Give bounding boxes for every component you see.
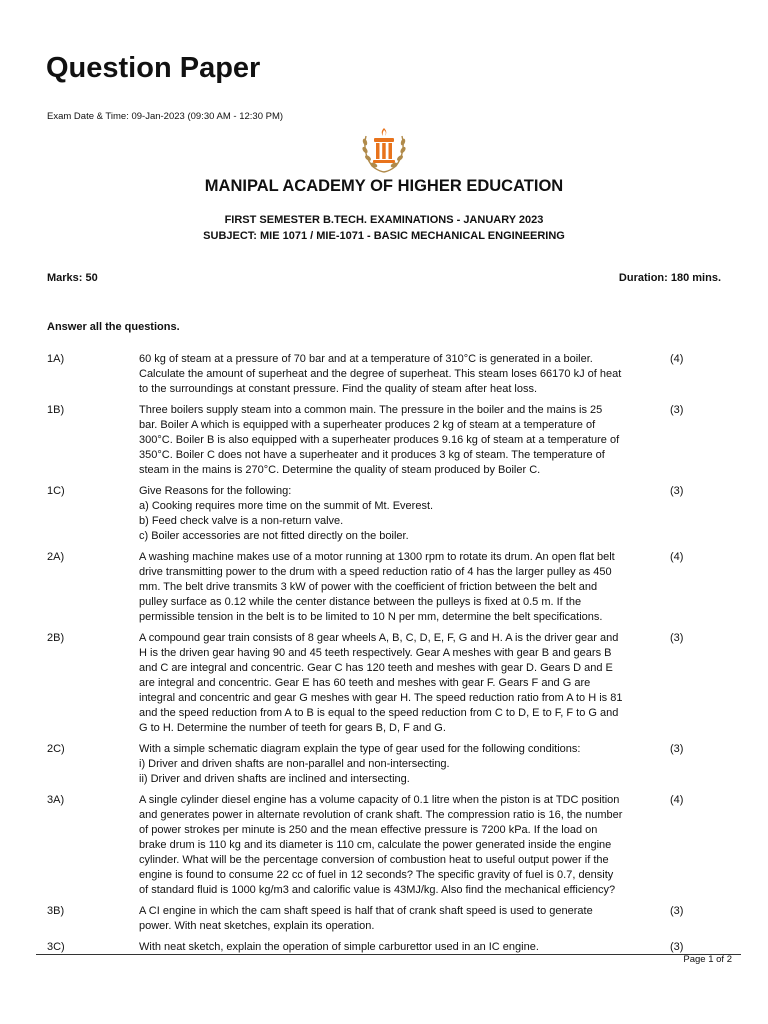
question-text-line: With a simple schematic diagram explain the type of gear used for the following conditions: [139,743,581,755]
question-text-line: Three boilers supply steam into a common main. The pressure in the boiler and the mains is 25 [139,404,603,416]
question-row [47,550,727,625]
question-marks: (3) [670,905,684,917]
question-marks: (3) [670,632,684,644]
question-number: 2C) [47,743,65,755]
question-text [139,484,667,544]
question-row [47,793,727,898]
question-text-line: 300°C. Boiler B is also equipped with a superheater produces 9.16 kg of steam at a temperature of [139,434,620,446]
question-text-line: power. With neat sketches, explain its operation. [139,920,375,932]
question-number: 1C) [47,485,65,497]
page-title: Question Paper [46,52,261,84]
question-text-line: engine is found to consume 22 cc of fuel in 12 seconds? The specific gravity of fuel is 0.7, density [139,869,614,881]
question-row [47,352,727,397]
question-text [139,742,667,787]
question-text-line: steam in the mains is 270°C. Determine the quality of steam produced by Boiler C. [139,464,541,476]
exam-duration: Duration: 180 mins. [618,272,721,284]
question-number: 2A) [47,551,65,563]
footer-divider [36,954,741,955]
question-text-line: of power strokes per minute is 250 and the mean effective pressure is 7200 kPa. If the load on [139,824,598,836]
question-text-line: H is the driven gear having 90 and 45 teeth respectively. Gear A meshes with gear B and gears B [139,647,612,659]
question-number: 3A) [47,794,65,806]
question-text-line: With neat sketch, explain the operation of simple carburettor used in an IC engine. [139,941,539,953]
institution-name: MANIPAL ACADEMY OF HIGHER EDUCATION [204,177,564,195]
question-text-line: a) Cooking requires more time on the summit of Mt. Everest. [139,500,434,512]
question-text-line: A compound gear train consists of 8 gear wheels A, B, C, D, E, F, G and H. A is the driver gear and [139,632,619,644]
question-text-line: permissible tension in the belt is to be limited to 10 N per mm, determine the belt specifications. [139,611,603,623]
question-row [47,742,727,787]
question-text-line: pulley surface as 0.12 while the center distance between the pulleys is fixed at 0.5 m. If the [139,596,582,608]
question-text [139,550,667,625]
question-text-line: 60 kg of steam at a pressure of 70 bar and at a temperature of 310°C is generated in a boiler. [139,353,593,365]
question-text-line: b) Feed check valve is a non-return valve. [139,515,344,527]
question-row [47,484,727,544]
page-number: Page 1 of 2 [683,954,732,965]
exam-date-time: Exam Date & Time: 09-Jan-2023 (09:30 AM - 12:30 PM) [47,111,284,122]
question-marks: (3) [670,941,684,953]
question-number: 1B) [47,404,65,416]
instructions: Answer all the questions. [47,321,180,333]
question-number: 3B) [47,905,65,917]
subject-heading: SUBJECT: MIE 1071 / MIE-1071 - BASIC MECHANICAL ENGINEERING [203,230,565,242]
question-text-line: drive transmitting power to the drum with a speed reduction ratio of 4 has the larger pulley as 450 [139,566,612,578]
question-marks: (3) [670,485,684,497]
question-text-line: A CI engine in which the cam shaft speed is half that of crank shaft speed is used to generate [139,905,593,917]
question-marks: (4) [670,794,684,806]
question-text-line: bar. Boiler A which is equipped with a superheater produces 2 kg of steam at a temperature of [139,419,596,431]
question-row [47,631,727,736]
question-text-line: ii) Driver and driven shafts are inclined and intersecting. [139,773,410,785]
question-marks: (4) [670,353,684,365]
question-text-line: i) Driver and driven shafts are non-parallel and non-intersecting. [139,758,450,770]
question-text-line: G to H. Determine the number of teeth for gears B, D, F and G. [139,722,446,734]
question-text [139,904,667,934]
question-text-line: mm. The belt drive transmits 3 kW of power with the coefficient of friction between the belt and [139,581,598,593]
question-text-line: Calculate the amount of superheat and the degree of superheat. This steam loses 66170 kJ of heat [139,368,622,380]
question-text-line: are integral and concentric. Gear E has 60 teeth and meshes with gear F. Gears F and G are [139,677,591,689]
question-text [139,352,667,397]
question-marks: (3) [670,743,684,755]
question-text [139,403,667,478]
question-row [47,904,727,934]
question-text-line: c) Boiler accessories are not fitted directly on the boiler. [139,530,409,542]
question-text-line: integral and concentric and gear G meshes with gear H. The speed reduction ratio from A to H is 81 [139,692,623,704]
university-logo-icon [358,126,410,174]
question-number: 1A) [47,353,65,365]
total-marks: Marks: 50 [47,272,98,284]
question-text-line: and the speed reduction from A to B is equal to the speed reduction from C to D, E to F, F to G and [139,707,619,719]
question-text-line: Give Reasons for the following: [139,485,292,497]
question-marks: (4) [670,551,684,563]
question-text-line: A washing machine makes use of a motor running at 1300 rpm to rotate its drum. An open flat belt [139,551,615,563]
question-text-line: A single cylinder diesel engine has a volume capacity of 0.1 litre when the piston is at TDC position [139,794,620,806]
question-row [47,940,727,955]
question-number: 2B) [47,632,65,644]
question-text-line: to the surroundings at constant pressure. Find the quality of steam after heat loss. [139,383,538,395]
question-text-line: brake drum is 110 kg and its diameter is 110 cm, calculate the power generated inside the engine [139,839,612,851]
question-list [47,352,727,961]
question-text [139,631,667,736]
question-text [139,793,667,898]
question-text [139,940,667,955]
question-text-line: of standard fluid is 1000 kg/m3 and calorific value is 43MJ/kg. Also find the mechanical efficiency? [139,884,616,896]
question-marks: (3) [670,404,684,416]
question-text-line: and C are integral and concentric. Gear C has 120 teeth and meshes with gear D. Gears D and E [139,662,613,674]
question-text-line: and generates power in alternate revolution of crank shaft. The compression ratio is 16, the number [139,809,623,821]
question-text-line: cylinder. What will be the percentage conversion of combustion heat to useful output power if the [139,854,609,866]
semester-heading: FIRST SEMESTER B.TECH. EXAMINATIONS - JANUARY 2023 [224,214,544,226]
question-row [47,403,727,478]
question-text-line: 350°C. Boiler C does not have a superheater and it produces 3 kg of steam. The temperature of [139,449,605,461]
question-number: 3C) [47,941,65,953]
